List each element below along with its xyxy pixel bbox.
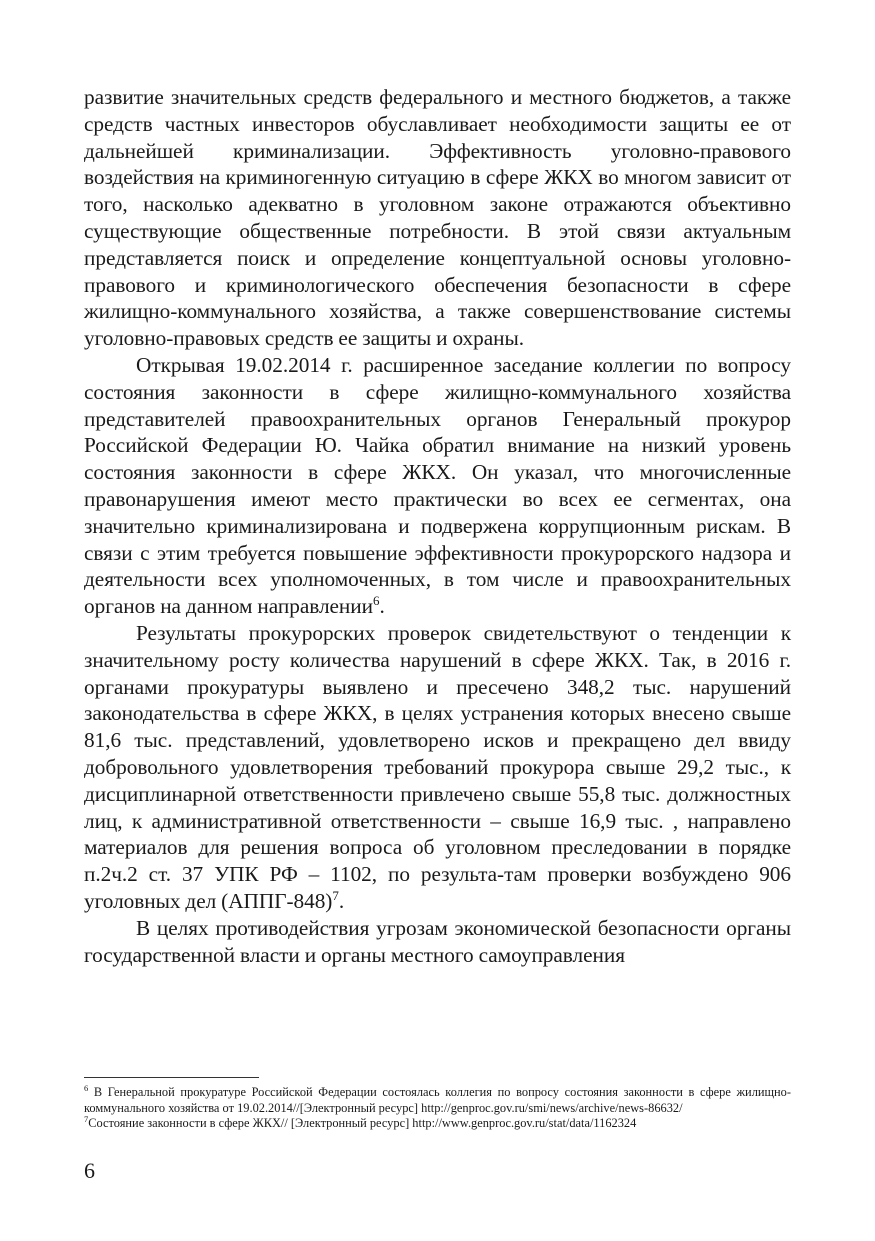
paragraph-3 bbox=[84, 620, 791, 915]
paragraph-4: В целях противодействия угрозам экономической безопасности органы государственной власти и органы местного самоуправления bbox=[84, 915, 791, 967]
footnote-text: В Генеральной прокуратуре Российской Федерации состоялась коллегия по вопросу состояния законности в сфере жилищно-коммунального хозяйства от 19.02.2014//[Электронный ресурс] http://genproc.gov.ru/smi/news/archive/news-86632/ bbox=[84, 1085, 791, 1115]
paragraph-1: развитие значительных средств федерального и местного бюджетов, а также средств частных инвесторов обуславливает необходимости защиты ее от дальнейшей криминализации. Эффективность уголовно-правового воздействия на криминогенную ситуацию в сфере ЖКХ во многом зависит от того, насколько адекватно в уголовном законе отражаются объективно существующие общественные потребности. В этой связи актуальным представляется поиск и определение концептуальной основы уголовно-правового и криминологического обеспечения безопасности в сфере жилищно-коммунального хозяйства, а также совершенствование системы уголовно-правовых средств ее защиты и охраны. bbox=[84, 85, 791, 351]
page-number: 6 bbox=[84, 1158, 95, 1183]
footnote-ref-6[interactable]: 6 bbox=[372, 593, 380, 609]
footnote-ref-7[interactable]: 7 bbox=[332, 887, 339, 903]
page-body bbox=[84, 84, 791, 968]
footnote-text: Состояние законности в сфере ЖКХ// [Электронный ресурс] http://www.genproc.gov.ru/stat/data/1162324 bbox=[88, 1116, 637, 1131]
footnote-7 bbox=[84, 1116, 791, 1132]
footnote-mark: 6 bbox=[84, 1083, 89, 1093]
footnote-divider bbox=[84, 1077, 259, 1078]
paragraph-2 bbox=[84, 352, 791, 620]
paragraph-2-text: Открывая 19.02.2014 г. расширенное заседание коллегии по вопросу состояния законности в сфере жилищно-коммунального хозяйства представителей правоохранительных органов Генеральный прокурор Российской Федерации Ю. Чайка обратил внимание на низкий уровень состояния законности в сфере ЖКХ. Он указал, что многочисленные правонарушения имеют место практически во всех ее сегментах, она значительно криминализирована и подвержена коррупционным рискам. В связи с этим требуется повышение эффективности прокурорского надзора и деятельности всех уполномоченных, в том числе и правоохранительных органов на данном направлении bbox=[84, 352, 791, 619]
footnote-6 bbox=[84, 1085, 791, 1116]
paragraph-3-end: . bbox=[338, 888, 345, 913]
paragraph-2-end: . bbox=[379, 594, 385, 619]
footnote-mark: 7 bbox=[84, 1114, 89, 1125]
paragraph-3-text: Результаты прокурорских проверок свидетельствуют о тенденции к значительному росту количества нарушений в сфере ЖКХ. Так, в 2016 г. органами прокуратуры выявлено и пресечено 348,2 тыс. нарушений законодательства в сфере ЖКХ, в целях устранения которых внесено свыше 81,6 тыс. представлений, удовлетворено исков и прекращено дел ввиду добровольного удовлетворения требований прокурора свыше 29,2 тыс., к дисциплинарной ответственности привлечено свыше 55,8 тыс. должностных лиц, к административной ответственности – свыше 16,9 тыс. , направлено материалов для решения вопроса об уголовном преследовании в порядке п.2ч.2 ст. 37 УПК РФ – 1102, по результа-там проверки возбуждено 906 уголовных дел (АППГ-848) bbox=[84, 620, 791, 913]
footnotes bbox=[84, 1077, 791, 1132]
